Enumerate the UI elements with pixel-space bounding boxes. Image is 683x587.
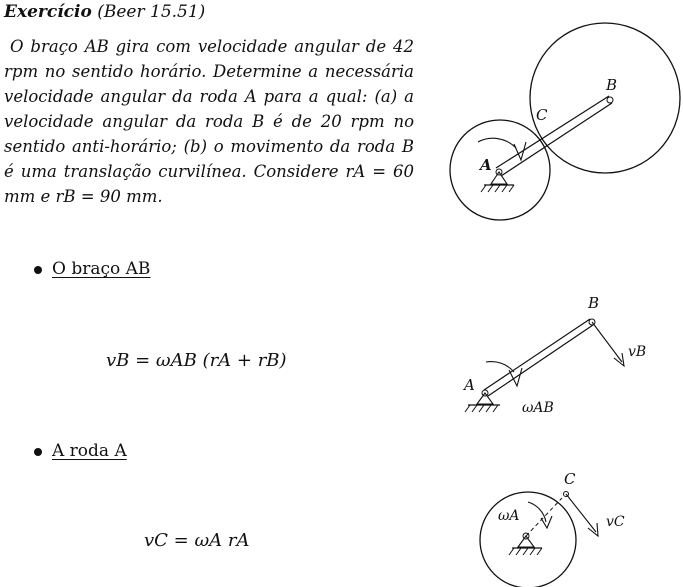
bullet-dot <box>34 448 42 456</box>
label-vb: vB <box>628 344 647 360</box>
exercise-reference: (Beer 15.51) <box>97 2 206 22</box>
vc-arrow-head <box>588 523 598 536</box>
figure-wheels-arm <box>440 20 680 230</box>
problem-statement <box>4 34 414 209</box>
section-wheel-a-label: A roda A <box>52 441 127 461</box>
rotation-arrow-top <box>478 138 516 148</box>
section-arm-ab-label: O braço AB <box>52 259 151 279</box>
ground-hatch-mid <box>465 405 498 412</box>
vb-arrow-head <box>614 353 624 366</box>
label-c-top: C <box>536 106 548 124</box>
section-wheel-a <box>34 441 127 461</box>
label-a-top: A <box>480 156 492 174</box>
bullet-dot <box>34 266 42 274</box>
figure-wheel-a <box>470 470 670 587</box>
vb-arrow-line <box>592 322 622 362</box>
arm-top <box>484 319 590 390</box>
rotation-arrow-top-head <box>514 142 526 160</box>
ground-hatch-a <box>481 185 514 192</box>
arm-ab-bottom <box>501 103 612 176</box>
arm-ab-top <box>496 96 609 168</box>
label-a-mid: A <box>464 376 475 394</box>
exercise-title <box>4 2 205 22</box>
section-arm-ab <box>34 259 150 279</box>
ground-hatch-bottom <box>509 548 542 555</box>
exercise-title-bold: Exercício <box>4 2 92 22</box>
label-c-bottom: C <box>564 470 576 488</box>
problem-text: O braço AB gira com velocidade angular de 42 rpm no sentido horário. Determine a necessária velocidade angular da roda A para a qual: (a) a velocidade angular da roda B é de 20 rpm no sentido anti-horário; (b) o movimento da roda B é uma translação curvilínea. Considere rA = 60 mm e rB = 90 mm. <box>4 37 414 206</box>
arm-bottom <box>488 325 593 396</box>
label-omega-a: ωA <box>498 508 520 524</box>
vc-arrow-line <box>566 494 596 532</box>
label-omega-ab: ωAB <box>522 400 554 416</box>
label-b-mid: B <box>588 294 600 312</box>
label-vc: vC <box>606 514 625 530</box>
label-b-top: B <box>606 76 618 94</box>
figure-arm-ab <box>440 290 680 430</box>
omega-a-arrow <box>528 502 546 522</box>
equation-vb: vB = ωAB (rA + rB) <box>106 350 287 371</box>
equation-vc: vC = ωA rA <box>144 530 250 551</box>
pin-b <box>607 97 613 103</box>
